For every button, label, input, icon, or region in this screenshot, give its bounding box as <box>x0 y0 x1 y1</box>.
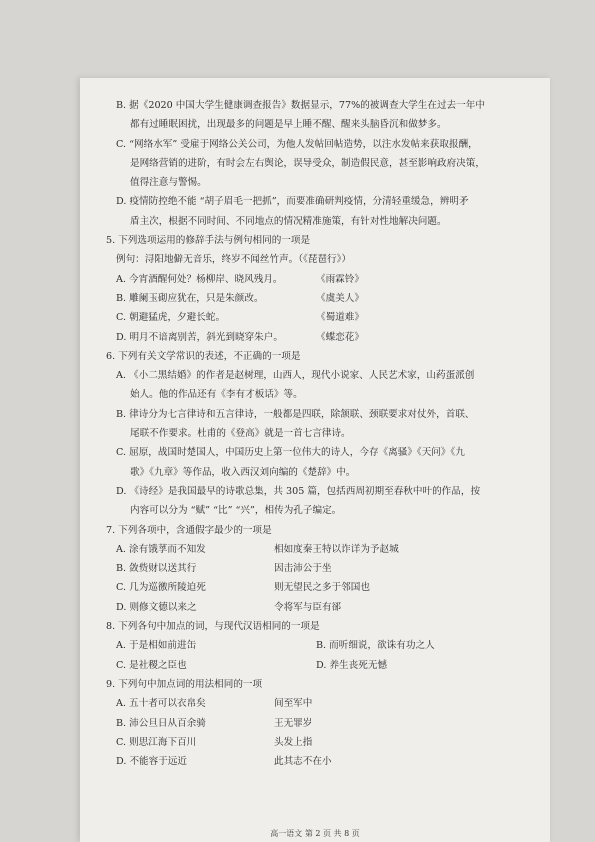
q8-options-row2 <box>104 656 534 675</box>
q6-option-a-line1: A. 《小二黑结婚》的作者是赵树理，山西人，现代小说家、人民艺术家，山药蛋派创 <box>116 370 475 382</box>
q7-option-b-left: B. 敛赀财以送其行 <box>116 563 197 575</box>
q4-option-b-line1: B. 据《2020 中国大学生健康调查报告》数据显示，77%的被调查大学生在过去一年中 <box>116 100 485 111</box>
exam-content <box>104 96 534 771</box>
q9-option-c-right: 头发上指 <box>274 736 313 748</box>
q8-stem: 8. 下列各句中加点的词，与现代汉语相同的一项是 <box>106 621 320 633</box>
q8-option-a: A. 于是相如前进缶 <box>116 640 197 652</box>
q9-option-b-right: 王无罪岁 <box>274 717 313 729</box>
q9-option-a <box>104 694 534 713</box>
q5-option-b-source: 《虞美人》 <box>316 292 364 304</box>
q7-option-a-right: 相如度秦王特以诈详为予赵城 <box>274 543 399 555</box>
q9-option-c <box>104 733 534 752</box>
q9-option-d <box>104 752 534 771</box>
exam-sheet <box>80 78 550 842</box>
q6-option-a-line2: 始人。他的作品还有《李有才板话》等。 <box>130 389 303 401</box>
q6-option-d-line1: D. 《诗经》是我国最早的诗歌总集，共 305 篇，包括西周初期至春秋中叶的作品，按 <box>116 485 481 497</box>
q5-option-c-source: 《蜀道难》 <box>316 312 364 324</box>
q5-option-d-text: D. 明月不谙离别苦，斜光到晓穿朱户。 <box>116 331 283 343</box>
q7-option-a <box>104 540 534 559</box>
q8-options-row1 <box>104 636 534 655</box>
q7-option-a-left: A. 涂有饿莩而不知发 <box>116 543 206 555</box>
q5-option-b-text: B. 雕阑玉砌应犹在，只是朱颜改。 <box>116 292 264 304</box>
q9-option-d-left: D. 不能容于远近 <box>116 756 188 768</box>
q5-option-d-source: 《蝶恋花》 <box>316 331 364 343</box>
q5-option-a-source: 《雨霖铃》 <box>316 273 364 285</box>
q5-option-c <box>104 308 534 327</box>
q5-stem: 5. 下列选项运用的修辞手法与例句相同的一项是 <box>106 235 311 247</box>
page-footer: 高一语文 第 2 页 共 8 页 <box>270 829 360 838</box>
q6-option-c-line2: 歌》《九章》等作品，收入西汉刘向编的《楚辞》中。 <box>130 466 356 478</box>
q4-option-b-line2: 都有过睡眠困扰，出现最多的问题是早上睡不醒、醒来头脑昏沉和做梦多。 <box>130 119 447 131</box>
q7-option-c-right: 则无望民之多于邻国也 <box>274 582 370 594</box>
q9-option-a-left: A. 五十者可以衣帛矣 <box>116 698 206 710</box>
q6-option-c-line1: C. 屈原，战国时楚国人，中国历史上第一位伟大的诗人，今存《离骚》《天问》《九 <box>116 447 465 459</box>
q7-stem: 7. 下列各项中，含通假字最少的一项是 <box>106 524 272 536</box>
q8-option-c: C. 是社稷之臣也 <box>116 659 187 671</box>
q4-option-d-line1: D. 疫情防控绝不能 “胡子眉毛一把抓”，而要准确研判疫情，分清轻重缓急，辨明矛 <box>116 196 469 208</box>
q5-option-d <box>104 328 534 347</box>
q6-option-b-line2: 尾联不作要求。杜甫的《登高》就是一首七言律诗。 <box>130 428 351 440</box>
q9-option-c-left: C. 则思江海下百川 <box>116 736 197 748</box>
q4-option-c-line2: 是网络营销的进阶，有时会左右舆论，误导受众，制造假民意，甚至影响政府决策， <box>130 157 485 169</box>
q9-option-a-right: 间至军中 <box>274 698 313 710</box>
q7-option-d-left: D. 则修文德以来之 <box>116 601 197 613</box>
q7-option-c-left: C. 几为巡徼所陵迫死 <box>116 582 206 594</box>
q9-option-b <box>104 714 534 733</box>
q9-option-b-left: B. 沛公旦日从百余骑 <box>116 717 206 729</box>
q6-option-d-line2: 内容可以分为 “赋” “比” “兴”，相传为孔子编定。 <box>130 505 342 517</box>
q8-option-b: B. 而听细说，欲诛有功之人 <box>316 640 435 652</box>
q8-option-d: D. 养生丧死无憾 <box>316 659 388 671</box>
q5-example: 例句：浔阳地僻无音乐，终岁不闻丝竹声。（《琵琶行》） <box>116 254 352 266</box>
q5-option-a-text: A. 今宵酒醒何处？杨柳岸、晓风残月。 <box>116 273 283 285</box>
q4-option-c-line3: 值得注意与警惕。 <box>130 177 207 189</box>
q7-option-b-right: 因击沛公于坐 <box>274 563 332 575</box>
q7-option-b <box>104 559 534 578</box>
q9-option-d-right: 此其志不在小 <box>274 756 332 768</box>
q4-option-c-line1: C. “网络水军” 受雇于网络公关公司，为他人发帖回帖造势，以注水发帖来获取报酬， <box>116 138 478 150</box>
q7-option-c <box>104 578 534 597</box>
q9-stem: 9. 下列句中加点词的用法相同的一项 <box>106 678 263 690</box>
q5-option-c-text: C. 朝避猛虎，夕避长蛇。 <box>116 312 226 324</box>
q5-option-b <box>104 289 534 308</box>
q7-option-d-right: 令将军与臣有郤 <box>274 601 342 613</box>
q7-option-d <box>104 598 534 617</box>
q6-stem: 6. 下列有关文学常识的表述，不正确的一项是 <box>106 350 301 362</box>
q4-option-d-line2: 盾主次，根据不同时间、不同地点的情况精准施策，有针对性地解决问题。 <box>130 215 447 227</box>
q6-option-b-line1: B. 律诗分为七言律诗和五言律诗，一般都是四联，除颔联、颈联要求对仗外，首联、 <box>116 408 475 420</box>
q5-option-a <box>104 270 534 289</box>
